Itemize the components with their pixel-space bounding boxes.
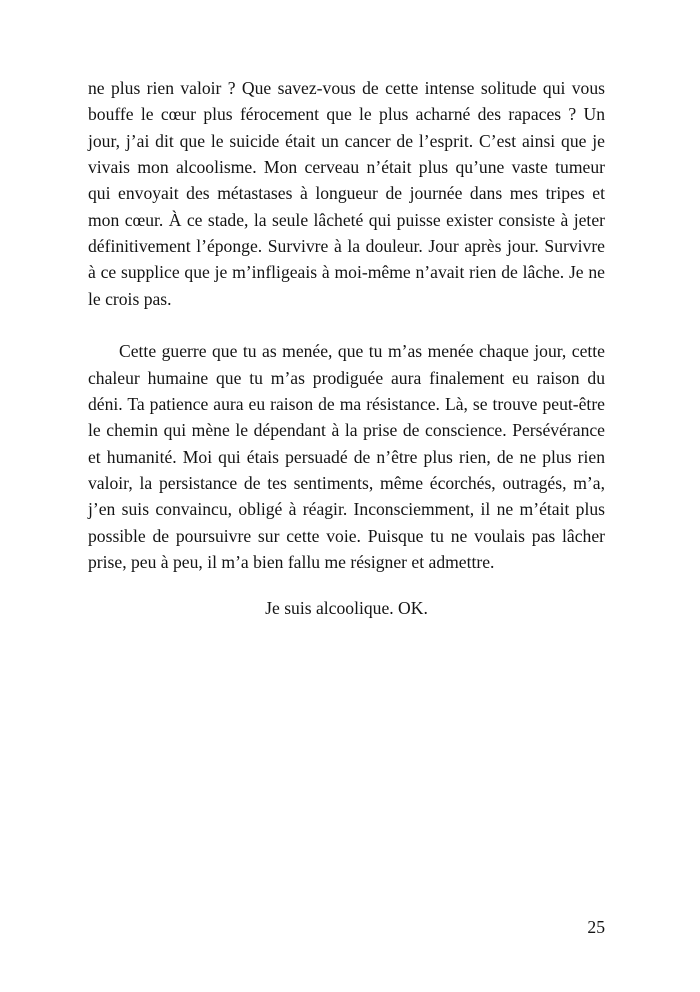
paragraph-2: Cette guerre que tu as menée, que tu m’as menée chaque jour, cette chaleur humaine que tu m’as prodiguée aura finalement eu raison du déni. Ta patience aura eu raison de ma résistance. Là, se trouve peut-être le chemin qui mène le dépendant à la prise de conscience. Persévérance et humanité. Moi qui étais persuadé de n’être plus rien, de ne plus rien valoir, la persistance de tes sentiments, même écorchés, outragés, m’a, j’en suis convaincu, obligé à réagir. Inconsciemment, il ne m’était plus possible de poursuivre sur cette voie. Puisque tu ne voulais pas lâcher prise, peu à peu, il m’a bien fallu me résigner et admettre. [88,341,605,573]
page-number: 25 [587,917,605,937]
closing-line: Je suis alcoolique. OK. [265,598,428,619]
page-body [88,75,605,622]
paragraph-1: ne plus rien valoir ? Que savez-vous de cette intense solitude qui vous bouffe le cœur plus férocement que le plus acharné des rapaces ? Un jour, j’ai dit que le suicide était un cancer de l’esprit. C’est ainsi que je vivais mon alcoolisme. Mon cerveau n’était plus qu’une vaste tumeur qui envoyait des métastases à longueur de journée dans mes tripes et mon cœur. À ce stade, la seule lâcheté qui puisse exister consiste à jeter définitivement l’éponge. Survivre à la douleur. Jour après jour. Survivre à ce supplice que je m’infligeais à moi-même n’avait rien de lâche. Je ne le crois pas. [88,78,605,309]
